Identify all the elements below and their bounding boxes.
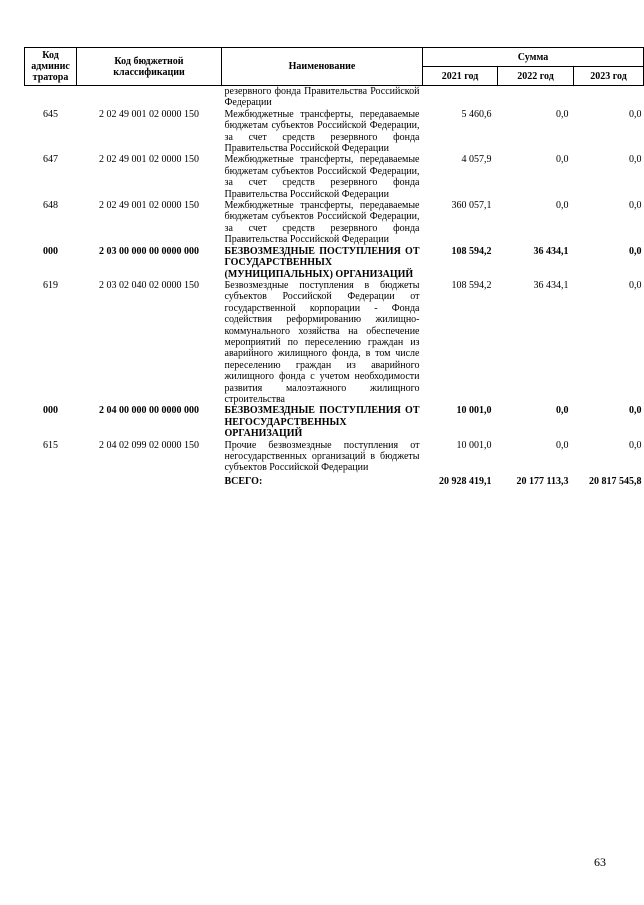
row-admin-code: 647 xyxy=(43,154,58,166)
header-admin-code: Код админис тратора xyxy=(25,48,77,86)
row-name: Межбюджетные трансферты, передаваемые бюджетам субъектов Российской Федерации, за счет средств резервного фонда Правительства Российской Федерации xyxy=(224,200,420,246)
row-budget-code: 2 03 02 040 02 0000 150 xyxy=(99,279,199,291)
row-value-2022: 0,0 xyxy=(556,439,569,451)
row-name: БЕЗВОЗМЕЗДНЫЕ ПОСТУПЛЕНИЯ ОТ ГОСУДАРСТВЕННЫХ (МУНИЦИПАЛЬНЫХ) ОРГАНИЗАЦИЙ xyxy=(224,245,420,280)
row-admin-code: 615 xyxy=(43,439,58,451)
header-budget-code: Код бюджетной классификации xyxy=(77,48,222,86)
row-value-2021: 4 057,9 xyxy=(461,154,492,166)
row-name: Безвозмездные поступления в бюджеты субъектов Российской Федерации от государственной корпорации - Фонда содействия реформированию жилищно-коммунального хозяйства на обеспечение мероприятий по переселению граждан из аварийного жилищного фонда, в том числе переселению граждан из аварийного жилищного фонда с учетом необходимости развития малоэтажного жилищного строительства xyxy=(224,279,420,405)
row-name: Прочие безвозмездные поступления от негосударственных организаций в бюджеты субъектов Российской Федерации xyxy=(224,439,420,474)
row-admin-code: 000 xyxy=(43,245,58,257)
header-name: Наименование xyxy=(222,48,423,86)
row-budget-code: 2 03 00 000 00 0000 000 xyxy=(99,245,199,257)
table-row-continuation xyxy=(25,86,644,109)
table-row-total xyxy=(25,474,644,487)
row-value-2021: 5 460,6 xyxy=(461,108,492,120)
row-value-2022: 0,0 xyxy=(556,200,569,212)
row-value-2021: 10 001,0 xyxy=(456,405,492,417)
header-sum: Сумма xyxy=(423,48,644,67)
row-admin-code: 619 xyxy=(43,279,58,291)
row-value-2023: 0,0 xyxy=(629,439,642,451)
row-budget-code: 2 04 00 000 00 0000 000 xyxy=(99,405,199,417)
row-value-2021: 360 057,1 xyxy=(451,200,492,212)
row-value-2021: 108 594,2 xyxy=(451,245,492,257)
row-budget-code: 2 02 49 001 02 0000 150 xyxy=(99,154,199,166)
table-row xyxy=(25,109,644,155)
table-row-section xyxy=(25,405,644,439)
budget-revenue-table xyxy=(24,47,644,487)
row-value-2023: 0,0 xyxy=(629,200,642,212)
row-value-2023: 0,0 xyxy=(629,405,642,417)
row-name: Межбюджетные трансферты, передаваемые бюджетам субъектов Российской Федерации, за счет средств резервного фонда Правительства Российской Федерации xyxy=(224,108,420,155)
row-value-2022: 0,0 xyxy=(556,108,569,120)
total-value-2021: 20 928 419,1 xyxy=(439,475,492,487)
row-value-2021: 10 001,0 xyxy=(456,439,492,451)
table-header xyxy=(25,48,644,86)
row-name: Межбюджетные трансферты, передаваемые бюджетам субъектов Российской Федерации, за счет средств резервного фонда Правительства Российской Федерации xyxy=(224,154,420,200)
table-row-section xyxy=(25,246,644,280)
row-value-2023: 0,0 xyxy=(629,154,642,166)
row-value-2023: 0,0 xyxy=(629,279,642,291)
row-value-2021: 108 594,2 xyxy=(451,279,492,291)
row-admin-code: 645 xyxy=(43,108,58,120)
row-value-2022: 0,0 xyxy=(556,405,569,417)
row-name: резервного фонда Правительства Российской Федерации xyxy=(224,86,420,109)
page-number: 63 xyxy=(594,855,606,869)
row-value-2022: 36 434,1 xyxy=(533,279,569,291)
table-row xyxy=(25,200,644,246)
header-year-2021: 2021 год xyxy=(423,67,498,86)
total-value-2023: 20 817 545,8 xyxy=(589,475,642,487)
row-name: БЕЗВОЗМЕЗДНЫЕ ПОСТУПЛЕНИЯ ОТ НЕГОСУДАРСТВЕННЫХ ОРГАНИЗАЦИЙ xyxy=(224,405,420,440)
total-label: ВСЕГО: xyxy=(224,475,263,487)
row-admin-code: 000 xyxy=(43,405,58,417)
row-budget-code: 2 02 49 001 02 0000 150 xyxy=(99,108,199,120)
table-row xyxy=(25,440,644,474)
row-budget-code: 2 02 49 001 02 0000 150 xyxy=(99,200,199,212)
row-value-2023: 0,0 xyxy=(629,245,642,257)
table-row xyxy=(25,280,644,405)
table-row xyxy=(25,154,644,200)
total-value-2022: 20 177 113,3 xyxy=(516,475,569,487)
row-admin-code: 648 xyxy=(43,200,58,212)
row-value-2022: 36 434,1 xyxy=(533,245,569,257)
row-value-2022: 0,0 xyxy=(556,154,569,166)
row-budget-code: 2 04 02 099 02 0000 150 xyxy=(99,439,199,451)
row-value-2023: 0,0 xyxy=(629,108,642,120)
header-year-2022: 2022 год xyxy=(498,67,574,86)
header-year-2023: 2023 год xyxy=(574,67,644,86)
